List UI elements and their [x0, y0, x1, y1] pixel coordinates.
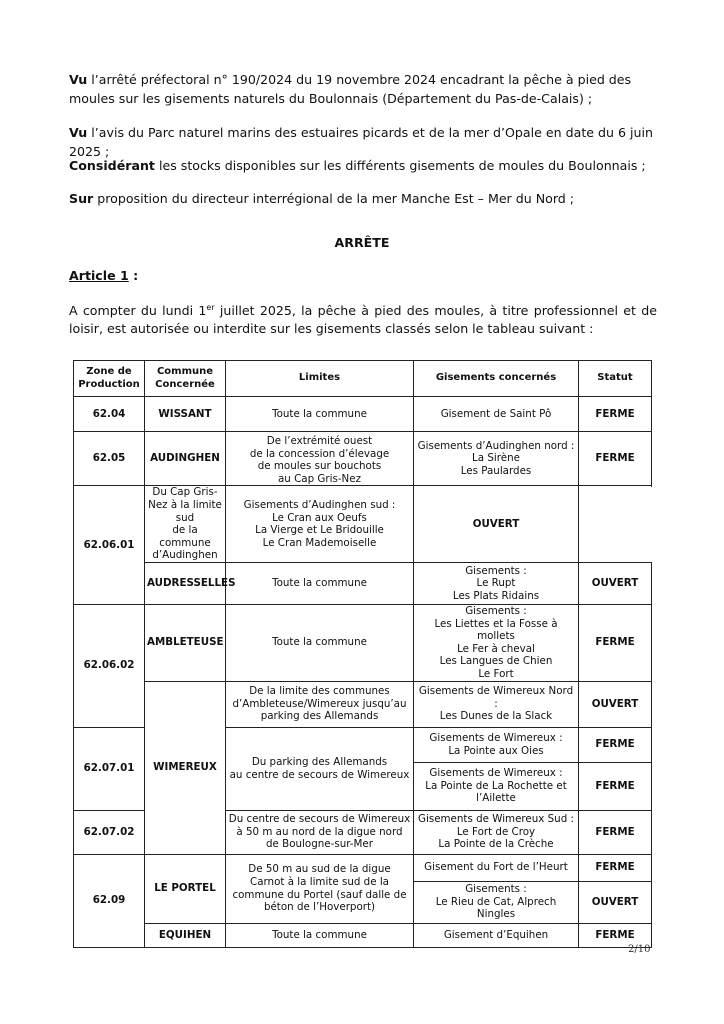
intro-before: A compter du lundi 1 — [69, 303, 207, 318]
header-statut: Statut — [579, 361, 652, 397]
zone-cell: 62.06.02 — [74, 604, 145, 727]
commune-cell: AMBLETEUSE — [145, 604, 226, 681]
status-cell: OUVERT — [579, 881, 652, 923]
paragraph-text: proposition du directeur interrégional de la mer Manche Est – Mer du Nord ; — [93, 191, 575, 206]
status-cell: FERME — [579, 604, 652, 681]
table-row — [74, 681, 652, 727]
limites-cell: De 50 m au sud de la digue Carnot à la limite sud de la commune du Portel (sauf dalle de béton de l’Hoverport) — [226, 854, 414, 923]
gisements-cell: Gisements de Wimereux Nord : Les Dunes de la Slack — [414, 681, 579, 727]
intro-superscript: er — [206, 302, 215, 312]
table-row — [74, 854, 652, 881]
commune-cell: AUDINGHEN — [145, 432, 226, 486]
limites-cell: Du centre de secours de Wimereux à 50 m au nord de la digue nord de Boulogne-sur-Mer — [226, 810, 414, 854]
table-row — [74, 923, 652, 947]
limites-cell: De l’extrémité ouest de la concession d’élevage de moules sur bouchots au Cap Gris-Nez — [226, 432, 414, 486]
gisements-cell: Gisement de Saint Pô — [414, 397, 579, 432]
table-row — [74, 562, 652, 604]
article-suffix: : — [128, 268, 139, 283]
status-cell: FERME — [579, 397, 652, 432]
status-cell: FERME — [579, 810, 652, 854]
table-row — [74, 397, 652, 432]
zone-cell: 62.09 — [74, 854, 145, 947]
limites-cell: Toute la commune — [226, 397, 414, 432]
gisements-cell: Gisements : Le Rieu de Cat, Alprech Ningles — [414, 881, 579, 923]
limites-cell: De la limite des communes d’Ambleteuse/Wimereux jusqu’au parking des Allemands — [226, 681, 414, 727]
gisements-cell: Gisements d’Audinghen nord : La Sirène Les Paulardes — [414, 432, 579, 486]
paragraph-text: l’avis du Parc naturel marins des estuaires picards et de la mer d’Opale en date du 6 juin 2025 ; — [69, 125, 653, 159]
status-cell: OUVERT — [414, 486, 579, 563]
limites-cell: Du Cap Gris-Nez à la limite sud de la commune d’Audinghen — [145, 486, 226, 563]
article-heading — [69, 268, 138, 283]
limites-cell: Toute la commune — [226, 923, 414, 947]
article-intro — [69, 302, 657, 338]
status-cell: FERME — [579, 923, 652, 947]
zone-cell: 62.07.01 — [74, 727, 145, 810]
commune-cell: EQUIHEN — [145, 923, 226, 947]
gisements-cell: Gisements de Wimereux : La Pointe de La Rochette et l’Ailette — [414, 762, 579, 810]
table-row — [74, 604, 652, 681]
page-number: 2/10 — [628, 944, 651, 955]
gisements-cell: Gisement d’Equihen — [414, 923, 579, 947]
limites-cell: Toute la commune — [226, 562, 414, 604]
status-cell: FERME — [579, 854, 652, 881]
status-cell: OUVERT — [579, 562, 652, 604]
article-label: Article 1 — [69, 268, 129, 283]
commune-cell: WIMEREUX — [145, 681, 226, 854]
paragraph-text: l’arrêté préfectoral n° 190/2024 du 19 novembre 2024 encadrant la pêche à pied des moules sur les gisements naturels du Boulonnais (Département du Pas-de-Calais) ; — [69, 72, 632, 106]
decree-title: ARRÊTE — [334, 235, 390, 250]
zone-cell: 62.07.02 — [74, 810, 145, 854]
table-header-row — [74, 361, 652, 397]
table-row — [74, 486, 652, 563]
paragraph-considerant — [69, 156, 657, 175]
paragraph-sur-proposition — [69, 189, 657, 208]
header-limites: Limites — [226, 361, 414, 397]
gisements-cell: Gisements : Les Liettes et la Fosse à mollets Le Fer à cheval Les Langues de Chien Le Fort — [414, 604, 579, 681]
status-cell: FERME — [579, 727, 652, 762]
commune-cell: WISSANT — [145, 397, 226, 432]
commune-cell: AUDRESSELLES — [145, 562, 226, 604]
paragraph-lead: Considérant — [69, 158, 155, 173]
table-row — [74, 432, 652, 486]
intro-after: juillet 2025, la pêche à pied des moules, à titre professionnel et de loisir, est autorisée ou interdite sur les gisements classés selon le tableau suivant : — [69, 303, 657, 336]
header-zone: Zone de Production — [74, 361, 145, 397]
mussel-beds-table — [73, 360, 652, 948]
limites-cell: Du parking des Allemands au centre de secours de Wimereux — [226, 727, 414, 810]
paragraph-vu-arrete — [69, 70, 657, 108]
header-commune: Commune Concernée — [145, 361, 226, 397]
status-cell: FERME — [579, 762, 652, 810]
commune-cell: LE PORTEL — [145, 854, 226, 923]
paragraph-lead: Vu — [69, 125, 88, 140]
status-cell: OUVERT — [579, 681, 652, 727]
header-gisements: Gisements concernés — [414, 361, 579, 397]
paragraph-text: les stocks disponibles sur les différents gisements de moules du Boulonnais ; — [154, 158, 646, 173]
gisements-cell: Gisements d’Audinghen sud : Le Cran aux Oeufs La Vierge et Le Bridouille Le Cran Mademoiselle — [226, 486, 414, 563]
paragraph-lead: Vu — [69, 72, 88, 87]
zone-cell: 62.05 — [74, 432, 145, 486]
limites-cell: Toute la commune — [226, 604, 414, 681]
gisements-cell: Gisements de Wimereux : La Pointe aux Oies — [414, 727, 579, 762]
paragraph-lead: Sur — [69, 191, 94, 206]
gisements-cell: Gisements : Le Rupt Les Plats Ridains — [414, 562, 579, 604]
gisements-cell: Gisements de Wimereux Sud : Le Fort de Croy La Pointe de la Crèche — [414, 810, 579, 854]
gisements-cell: Gisement du Fort de l’Heurt — [414, 854, 579, 881]
zone-cell: 62.06.01 — [74, 486, 145, 605]
status-cell: FERME — [579, 432, 652, 486]
zone-cell: 62.04 — [74, 397, 145, 432]
